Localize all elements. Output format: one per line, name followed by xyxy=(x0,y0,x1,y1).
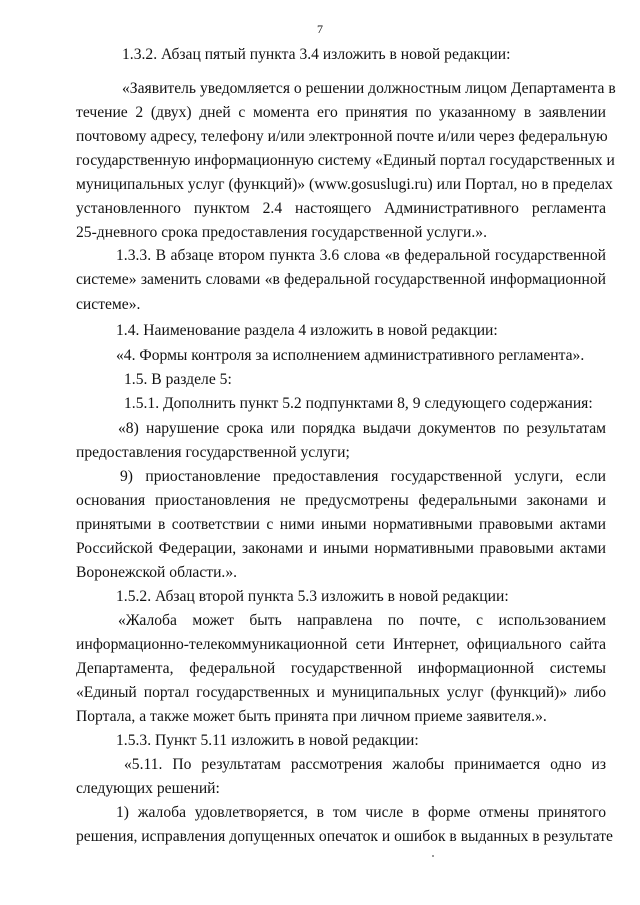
paragraph-line: течение 2 (двух) дней с момента его принятия по указанному в заявлении xyxy=(76,104,606,121)
page-number: 7 xyxy=(317,22,323,36)
paragraph-line: 25-дневного срока предоставления государственной услуги.». xyxy=(76,224,487,241)
paragraph-line: системе». xyxy=(76,296,141,313)
paragraph-line: «8) нарушение срока или порядка выдачи документов по результатам xyxy=(118,420,606,437)
paragraph-line: государственную информационную систему «Единый портал государственных и xyxy=(76,152,615,169)
paragraph-line: 1) жалоба удовлетворяется, в том числе в форме отмены принятого xyxy=(116,804,606,821)
paragraph-line: Воронежской области.». xyxy=(76,564,238,581)
paragraph-line: основания приостановления не предусмотрены федеральными законами и xyxy=(76,492,606,509)
paragraph-line: следующих решений: xyxy=(76,780,220,797)
scan-speck xyxy=(432,855,434,857)
paragraph-line: Департамента, федеральной государственной информационной системы xyxy=(76,660,606,677)
paragraph-line: «5.11. По результатам рассмотрения жалобы принимается одно из xyxy=(124,756,606,773)
paragraph-line: информационно-телекоммуникационной сети Интернет, официального сайта xyxy=(76,636,606,653)
paragraph-line: «Заявитель уведомляется о решении должностным лицом Департамента в xyxy=(122,80,616,97)
paragraph-line: муниципальных услуг (функций)» (www.gosuslugi.ru) или Портал, но в пределах xyxy=(76,176,613,193)
paragraph-line: «Жалоба может быть направлена по почте, с использованием xyxy=(118,612,606,629)
paragraph-line: почтовому адресу, телефону и/или электронной почте и/или через федеральную xyxy=(76,128,608,145)
paragraph-line: 1.5. В разделе 5: xyxy=(124,371,232,388)
paragraph-line: 1.5.2. Абзац второй пункта 5.3 изложить в новой редакции: xyxy=(116,588,509,605)
paragraph-line: 1.3.3. В абзаце втором пункта 3.6 слова «в федеральной государственной xyxy=(116,247,606,264)
paragraph-line: 9) приостановление предоставления государственной услуги, если xyxy=(120,468,606,485)
paragraph-line: установленного пунктом 2.4 настоящего Административного регламента xyxy=(76,200,606,217)
paragraph-line: 1.4. Наименование раздела 4 изложить в новой редакции: xyxy=(116,322,498,339)
paragraph-line: принятыми в соответствии с ними иными нормативными правовыми актами xyxy=(76,516,606,533)
paragraph-line: «Единый портал государственных и муниципальных услуг (функций)» либо xyxy=(76,684,606,701)
paragraph-line: 1.5.1. Дополнить пункт 5.2 подпунктами 8, 9 следующего содержания: xyxy=(124,395,593,412)
paragraph-line: 1.3.2. Абзац пятый пункта 3.4 изложить в новой редакции: xyxy=(122,46,511,63)
paragraph-line: 1.5.3. Пункт 5.11 изложить в новой редакции: xyxy=(116,732,419,749)
paragraph-line: Российской Федерации, законами и иными нормативными правовыми актами xyxy=(76,540,606,557)
paragraph-line: системе» заменить словами «в федеральной государственной информационной xyxy=(76,271,606,288)
paragraph-line: предоставления государственной услуги; xyxy=(76,444,350,461)
paragraph-line: «4. Формы контроля за исполнением административного регламента». xyxy=(116,347,585,364)
paragraph-line: решения, исправления допущенных опечаток и ошибок в выданных в результате xyxy=(76,828,613,845)
paragraph-line: Портала, а также может быть принята при личном приеме заявителя.». xyxy=(76,708,547,725)
